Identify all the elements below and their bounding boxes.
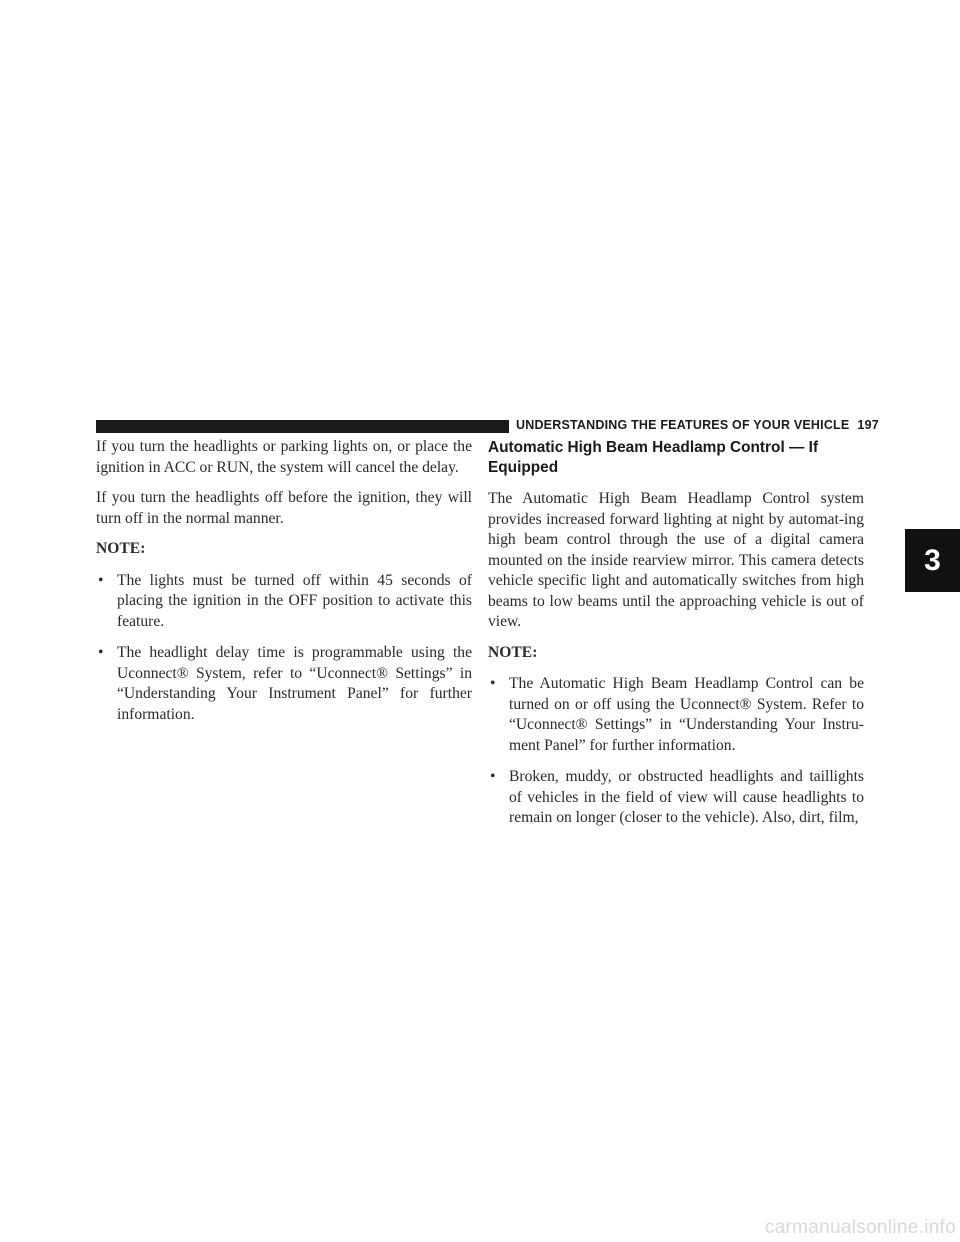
- note-label: NOTE:: [488, 643, 538, 661]
- note-label: NOTE:: [96, 540, 146, 557]
- bullet-icon: •: [490, 768, 496, 785]
- left-column: [96, 437, 472, 736]
- chapter-tab: 3: [905, 529, 960, 592]
- bullet-text: Broken, muddy, or obstructed headlights and taillights of vehicles in the field of view will cause headlights to remain on longer (closer to the vehicle). Also, dirt, film,: [509, 768, 864, 826]
- header-title: UNDERSTANDING THE FEATURES OF YOUR VEHICLE: [516, 418, 850, 432]
- bullet-item: [488, 674, 864, 756]
- bullet-item: [96, 571, 472, 633]
- bullet-icon: •: [98, 644, 104, 661]
- bullet-icon: •: [98, 571, 104, 589]
- paragraph: If you turn the headlights or parking lights on, or place the ignition in ACC or RUN, the system will cancel the delay.: [96, 438, 472, 476]
- running-header: [516, 418, 879, 432]
- right-column: [488, 437, 864, 840]
- bullet-item: [488, 767, 864, 829]
- paragraph: The Automatic High Beam Headlamp Control system provides increased forward lighting at night by automat-ing high beam control through the use of a digital camera mounted on the inside rearview mirror. This camera detects vehicle specific light and automatically switches from high beams to low beams until the approaching vehicle is out of view.: [488, 490, 864, 630]
- bullet-item: [96, 643, 472, 725]
- section-heading: Automatic High Beam Headlamp Control — If Equipped: [488, 439, 819, 476]
- page-number: 197: [857, 418, 879, 432]
- bullet-text: The Automatic High Beam Headlamp Control can be turned on or off using the Uconnect® System. Refer to “Uconnect® Settings” in “Understanding Your Instru-ment Panel” for further information.: [509, 675, 864, 754]
- header-rule-bar: [96, 420, 509, 433]
- bullet-text: The lights must be turned off within 45 seconds of placing the ignition in the OFF position to activate this feature.: [117, 571, 472, 630]
- bullet-text: The headlight delay time is programmable using the Uconnect® System, refer to “Uconnect® Settings” in “Understanding Your Instrument Panel” for further information.: [117, 644, 472, 723]
- bullet-icon: •: [490, 675, 496, 692]
- watermark: carmanualsonline.info: [764, 1217, 956, 1238]
- paragraph: If you turn the headlights off before the ignition, they will turn off in the normal manner.: [96, 489, 472, 527]
